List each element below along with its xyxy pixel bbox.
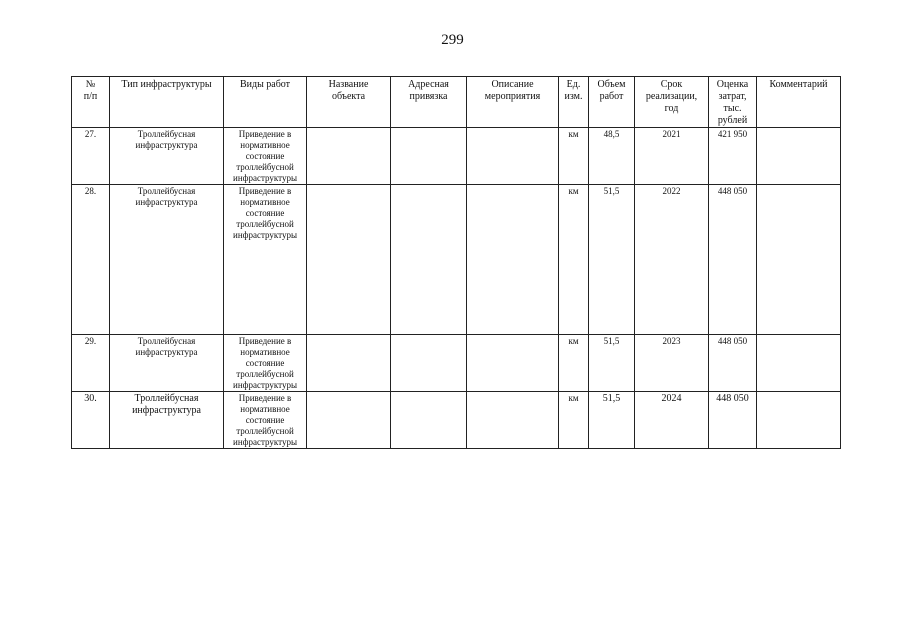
cell-year: 2024 <box>635 392 709 449</box>
cell-type: Троллейбусная инфраструктура <box>110 335 224 392</box>
cell-comment <box>757 335 841 392</box>
cell-unit: км <box>559 185 589 335</box>
cell-cost: 448 050 <box>709 335 757 392</box>
header-cell-work: Виды работ <box>224 77 307 128</box>
cell-name <box>307 185 391 335</box>
cell-comment <box>757 392 841 449</box>
cell-work: Приведение в нормативное состояние троллейбусной инфраструктуры <box>224 128 307 185</box>
cell-cost: 448 050 <box>709 392 757 449</box>
cell-work: Приведение в нормативное состояние троллейбусной инфраструктуры <box>224 335 307 392</box>
cell-number: 27. <box>72 128 110 185</box>
header-cell-name: Название объекта <box>307 77 391 128</box>
table-header-row <box>72 77 841 128</box>
cell-volume: 51,5 <box>589 335 635 392</box>
cell-address <box>391 128 467 185</box>
cell-description <box>467 128 559 185</box>
cell-unit: км <box>559 392 589 449</box>
page-number: 299 <box>441 32 464 48</box>
cell-unit: км <box>559 335 589 392</box>
cell-volume: 51,5 <box>589 392 635 449</box>
cell-number: 30. <box>72 392 110 449</box>
header-cell-year: Срок реализации, год <box>635 77 709 128</box>
cell-address <box>391 335 467 392</box>
cell-type: Троллейбусная инфраструктура <box>110 128 224 185</box>
cell-address <box>391 392 467 449</box>
cell-comment <box>757 185 841 335</box>
cell-cost: 448 050 <box>709 185 757 335</box>
cell-work: Приведение в нормативное состояние троллейбусной инфраструктуры <box>224 392 307 449</box>
cell-work: Приведение в нормативное состояние троллейбусной инфраструктуры <box>224 185 307 335</box>
header-cell-number: № п/п <box>72 77 110 128</box>
cell-type: Троллейбусная инфраструктура <box>110 392 224 449</box>
header-cell-type: Тип инфраструктуры <box>110 77 224 128</box>
cell-address <box>391 185 467 335</box>
header-cell-address: Адресная привязка <box>391 77 467 128</box>
cell-cost: 421 950 <box>709 128 757 185</box>
cell-name <box>307 392 391 449</box>
cell-volume: 51,5 <box>589 185 635 335</box>
table-row <box>72 128 841 185</box>
header-cell-volume: Объем работ <box>589 77 635 128</box>
cell-description <box>467 335 559 392</box>
cell-name <box>307 128 391 185</box>
cell-type: Троллейбусная инфраструктура <box>110 185 224 335</box>
table-row <box>72 185 841 335</box>
cell-volume: 48,5 <box>589 128 635 185</box>
cell-year: 2022 <box>635 185 709 335</box>
cell-year: 2023 <box>635 335 709 392</box>
table-row <box>72 392 841 449</box>
cell-comment <box>757 128 841 185</box>
infrastructure-table <box>71 76 841 449</box>
header-cell-description: Описание мероприятия <box>467 77 559 128</box>
header-cell-unit: Ед. изм. <box>559 77 589 128</box>
cell-name <box>307 335 391 392</box>
header-cell-comment: Комментарий <box>757 77 841 128</box>
header-cell-cost: Оценка затрат, тыс. рублей <box>709 77 757 128</box>
cell-description <box>467 185 559 335</box>
cell-description <box>467 392 559 449</box>
cell-number: 29. <box>72 335 110 392</box>
cell-number: 28. <box>72 185 110 335</box>
table-row <box>72 335 841 392</box>
cell-unit: км <box>559 128 589 185</box>
cell-year: 2021 <box>635 128 709 185</box>
